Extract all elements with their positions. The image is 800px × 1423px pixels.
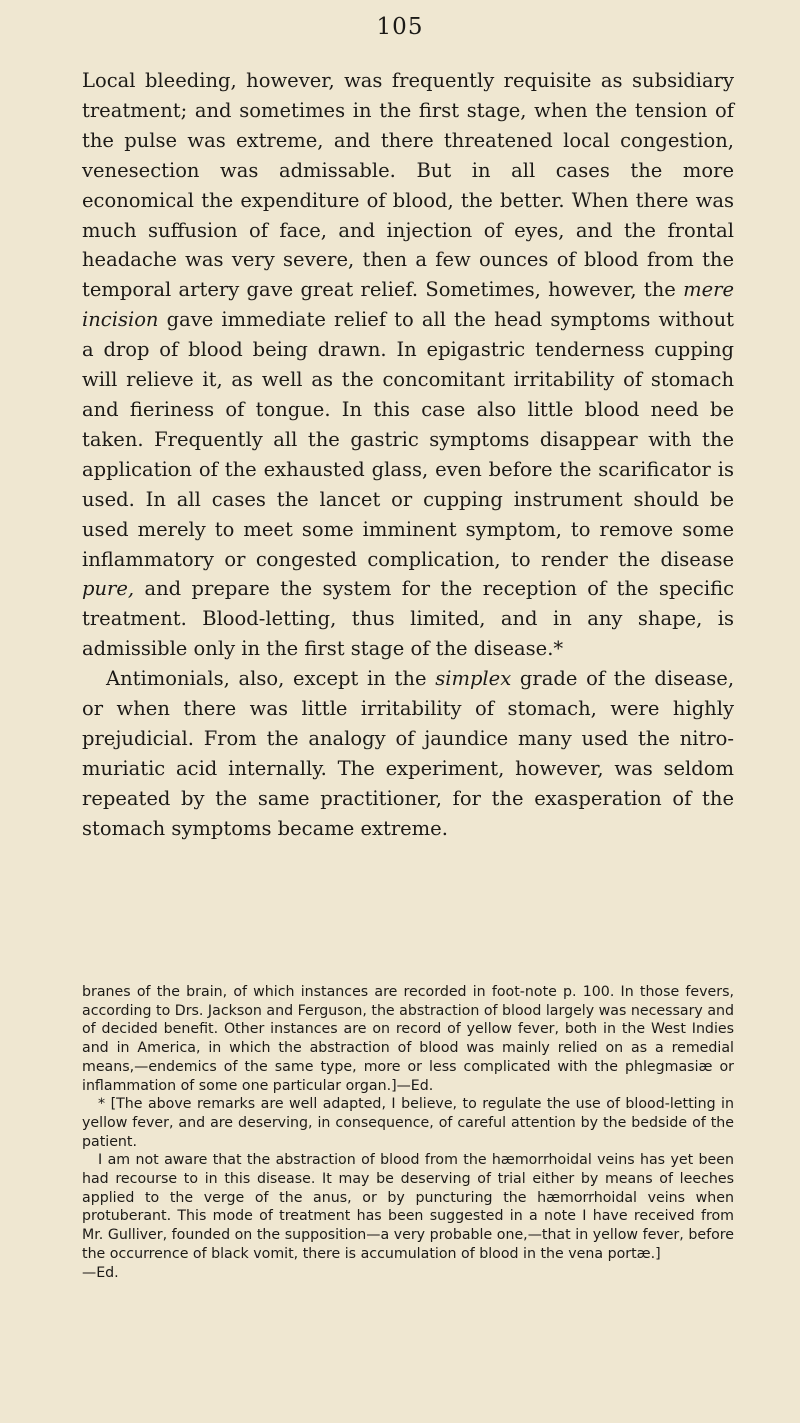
footnote-continued: branes of the brain, of which instances are recorded in foot-note p. 100. In those fevers, according to Drs. Jackson and Ferguson, the abstraction of blood largely was necessary and of decided benefit. Other instances are on record of yellow fever, both in the West Indies and in America, in which the abstraction of blood was mainly relied on as a remedial means,—endemics of the same type, more or less complicated with the phlegmasiæ or inflammation of some one particular organ.]—Ed. [82,984,735,1094]
paragraph-local-bleeding [82,66,734,664]
footnote-second-paragraph: I am not aware that the abstraction of blood from the hæmorrhoidal veins has yet been had recourse to in this disease. It may be deserving of trial either by means of leeches applied to the verge of the anus, or by puncturing the hæmorrhoidal veins when protuberant. This mode of treatment has been suggested in a note I have received from Mr. Gulliver, founded on the supposition—a very probable one,—that in yellow fever, before the occurrence of black vomit, there is accumulation of blood in the vena portæ.] [82,1152,734,1262]
italic-phrase: mere incision [82,278,734,332]
paragraph-text: Antimonials, also, except in the [106,667,427,691]
page-number: 105 [376,14,424,40]
paragraph-antimonials [82,664,734,843]
paragraph-text: Local bleeding, however, was frequently requisite as subsidiary treatment; and sometimes in the first stage, when the tension of the pulse was extreme, and there threatened local congestion, venesection was admissable. But in all cases the more economical the expenditure of blood, the better. When there was much suffusion of face, and injection of eyes, and the frontal headache was very severe, then a few ounces of blood from the temporal artery gave great relief. Sometimes, however, the [82,69,734,302]
paragraph-text: gave immediate relief to all the head symptoms without a drop of blood being drawn. In epigastric tenderness cupping will relieve it, as well as the concomitant irritability of stomach and fieriness of tongue. In this case also little blood need be taken. Frequently all the gastric symptoms disappear with the application of the exhausted glass, even before the scarificator is used. In all cases the lancet or cupping instrument should be used merely to meet some imminent symptom, to remove some inflammatory or congested complication, to render the disease [82,308,735,571]
footnotes [82,983,734,1282]
paragraph-text: and prepare the system for the reception of the specific treatment. Blood-letting, thus limited, and in any shape, is admissible only in the first stage of the disease.* [82,577,735,661]
footnote-signoff: —Ed. [82,1264,119,1281]
italic-phrase: simplex [435,667,512,691]
paragraph-text: grade of the disease, or when there was little irritability of stomach, were highly prejudicial. From the analogy of jaundice many used the nitro-muriatic acid internally. The experiment, however, was seldom repeated by the same practitioner, for the exasperation of the stomach symptoms became extreme. [82,667,735,840]
footnote-star: * [The above remarks are well adapted, I believe, to regulate the use of blood-letting in yellow fever, and are deserving, in consequence, of careful attention by the bedside of the patient. [82,1096,734,1150]
main-text [82,66,734,844]
italic-phrase: pure, [82,577,135,601]
